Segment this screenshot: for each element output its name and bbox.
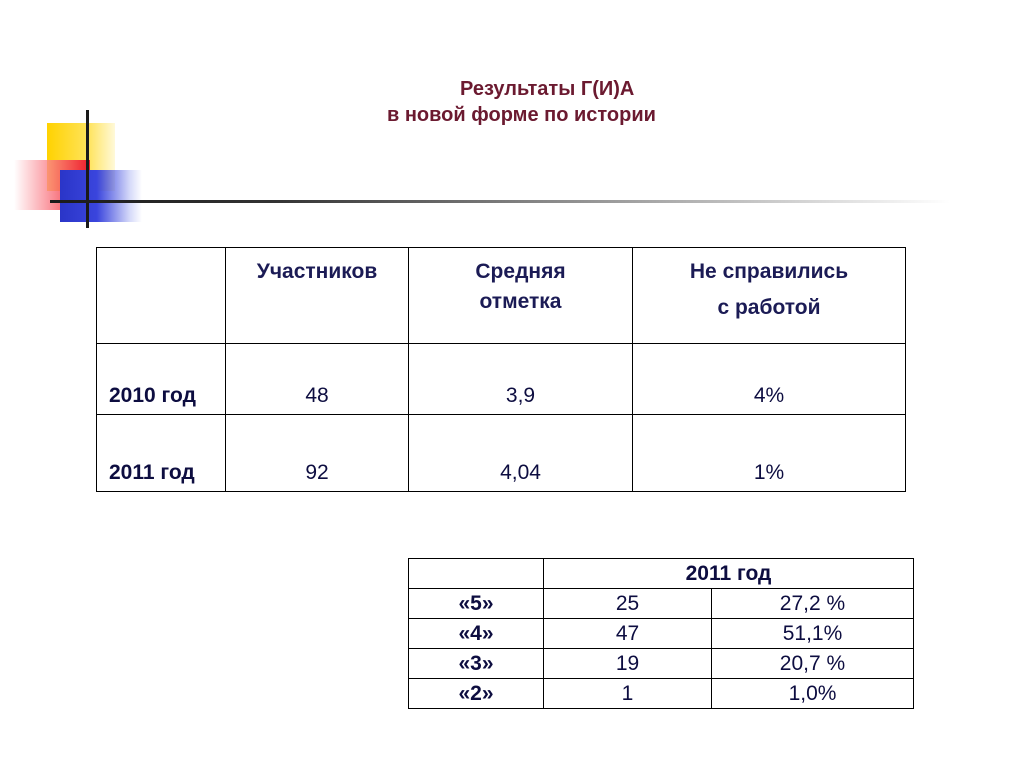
participants-value: 92 [226,415,409,492]
row-year-label: 2011 год [97,415,226,492]
vertical-rule-decoration [86,110,89,228]
grades-table [408,558,914,709]
grade-count: 19 [544,649,712,679]
title-line-1: Результаты Г(И)А [460,78,635,100]
table-row [409,589,914,619]
grade-count: 1 [544,679,712,709]
grades-year-header: 2011 год [544,559,914,589]
failed-value: 1% [633,415,906,492]
grade-percent: 1,0% [712,679,914,709]
table-header-row [97,248,906,344]
participants-value: 48 [226,344,409,415]
average-value: 3,9 [409,344,633,415]
grade-percent: 20,7 % [712,649,914,679]
horizontal-rule-decoration [50,200,950,203]
grade-label: «4» [409,619,544,649]
grade-count: 25 [544,589,712,619]
blue-square-decoration [60,170,142,222]
row-year-label: 2010 год [97,344,226,415]
table-row [409,649,914,679]
title-line-2: в новой форме по истории [387,104,656,126]
grade-percent: 27,2 % [712,589,914,619]
header-cell-empty [97,248,226,344]
grade-label: «3» [409,649,544,679]
header-average-grade: Средняя отметка [409,248,633,344]
header-participants: Участников [226,248,409,344]
failed-value: 4% [633,344,906,415]
table-row [97,415,906,492]
grades-header-empty [409,559,544,589]
table-row [97,344,906,415]
table-row [409,679,914,709]
grades-header-row [409,559,914,589]
grade-label: «5» [409,589,544,619]
header-failed: Не справились с работой [633,248,906,344]
grade-count: 47 [544,619,712,649]
table-row [409,619,914,649]
average-value: 4,04 [409,415,633,492]
results-table [96,247,906,492]
grade-percent: 51,1% [712,619,914,649]
grade-label: «2» [409,679,544,709]
